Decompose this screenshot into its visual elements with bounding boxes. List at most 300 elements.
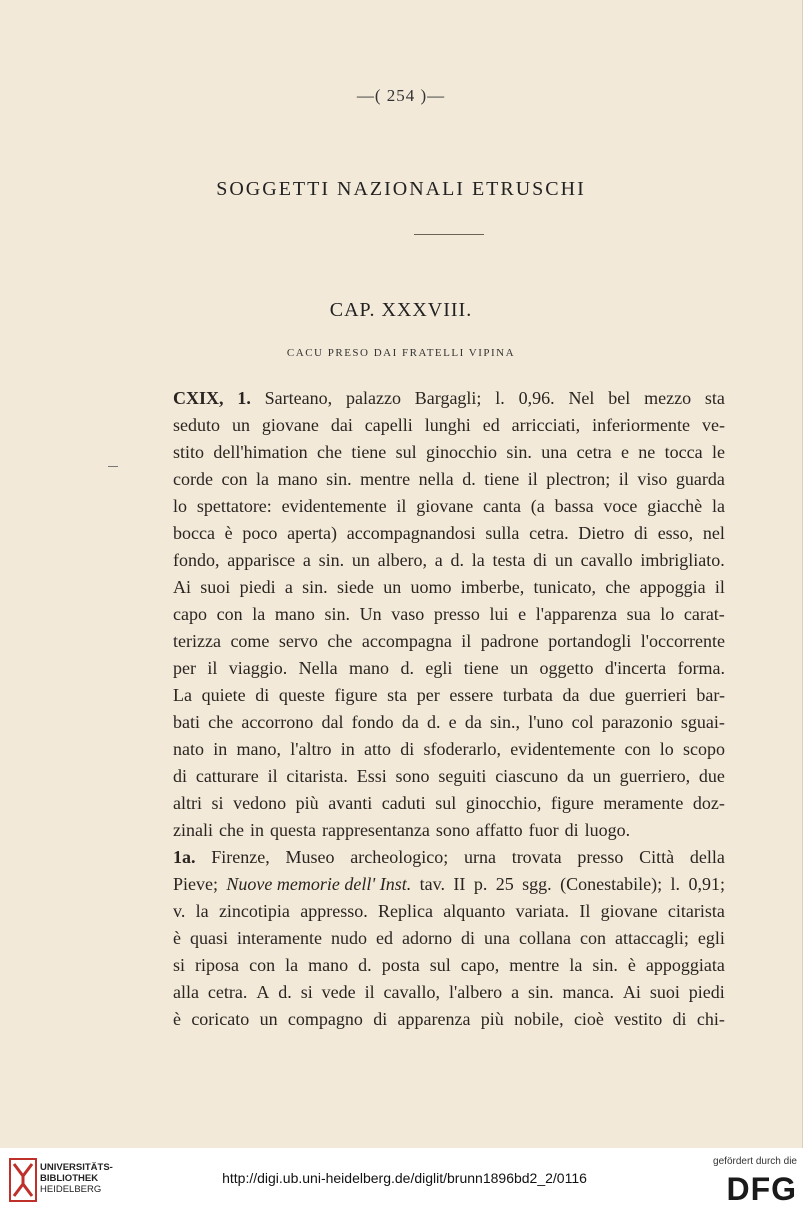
word: di	[533, 550, 548, 570]
word: mano	[274, 604, 315, 624]
word: il	[364, 982, 375, 1002]
word: della	[689, 847, 725, 867]
word: l.	[670, 874, 681, 894]
word: che	[605, 577, 631, 597]
word: mentre	[360, 469, 411, 489]
body-text	[173, 385, 725, 1033]
word: ne	[638, 442, 656, 462]
word: in	[249, 820, 264, 840]
word: II	[453, 874, 466, 894]
word: mezzo	[644, 388, 692, 408]
word: palazzo	[345, 388, 401, 408]
word: Replica	[378, 901, 433, 921]
word: A	[256, 982, 270, 1002]
word: figure	[334, 685, 378, 705]
word: (a	[530, 496, 545, 516]
word: dal	[321, 712, 344, 732]
word: ginocchio	[426, 442, 498, 462]
text-line	[173, 1006, 725, 1033]
word: e	[518, 604, 527, 624]
word: sin.	[318, 550, 345, 570]
text-line	[173, 493, 725, 520]
word: aperta)	[287, 523, 338, 543]
word: piedi	[239, 577, 276, 597]
word: cavallo	[580, 550, 633, 570]
word: la	[256, 469, 270, 489]
word: trovata	[511, 847, 562, 867]
word: catturare	[195, 766, 259, 786]
library-name-line: BIBLIOTHEK	[40, 1173, 99, 1184]
word: Museo	[285, 847, 335, 867]
word: di	[460, 928, 475, 948]
word: egli	[697, 928, 725, 948]
text-line	[173, 844, 725, 871]
word: il	[207, 658, 218, 678]
word: 0,96.	[518, 388, 555, 408]
word: si	[300, 982, 313, 1002]
word: voce	[603, 496, 638, 516]
word: ginocchio,	[465, 793, 542, 813]
word: due	[698, 766, 725, 786]
word: con	[249, 955, 276, 975]
word: guarda	[675, 469, 725, 489]
word: stito	[173, 442, 205, 462]
word: mano	[349, 658, 390, 678]
word: accompagna	[361, 631, 452, 651]
word: figure	[550, 793, 594, 813]
word: Nel	[568, 388, 595, 408]
word: quasi	[190, 928, 228, 948]
word: Ai	[173, 577, 191, 597]
word: nobile,	[514, 1009, 564, 1029]
word: Il	[579, 901, 591, 921]
word: più	[295, 793, 319, 813]
text-line	[173, 898, 725, 925]
word: un	[510, 658, 529, 678]
word: portandogli	[548, 631, 632, 651]
word: corde	[173, 469, 213, 489]
word: ed	[375, 928, 393, 948]
word: Ai	[622, 982, 641, 1002]
text-line	[173, 574, 725, 601]
word: (Conestabile);	[560, 874, 663, 894]
word: d.	[462, 469, 476, 489]
chapter-subtitle: CACU PRESO DAI FRATELLI VIPINA	[286, 347, 516, 359]
word: con	[221, 469, 248, 489]
text-line	[173, 952, 725, 979]
word: la	[195, 901, 209, 921]
word: bati	[173, 712, 200, 732]
word: adorno	[401, 928, 452, 948]
word: di	[173, 766, 188, 786]
word: con	[216, 604, 243, 624]
word: per	[173, 658, 196, 678]
word: lo	[173, 496, 188, 516]
word: scopo	[682, 739, 725, 759]
word: avanti	[328, 793, 373, 813]
word: spettatore:	[196, 496, 272, 516]
word: di	[564, 820, 579, 840]
word: Firenze,	[211, 847, 270, 867]
library-name-line: HEIDELBERG	[40, 1184, 102, 1195]
text-line	[173, 817, 725, 844]
word: tunicato,	[533, 577, 597, 597]
word: bel	[608, 388, 631, 408]
word: nudo	[330, 928, 367, 948]
text-line	[173, 439, 725, 466]
word: da	[566, 766, 584, 786]
word: uomo	[410, 577, 452, 597]
word: a	[302, 550, 311, 570]
word: l'occorrente	[640, 631, 725, 651]
text-line	[173, 547, 725, 574]
word: la	[252, 604, 266, 624]
word: alquanto	[443, 901, 506, 921]
word: turbata	[502, 685, 553, 705]
word: Città	[639, 847, 675, 867]
word: altri	[173, 793, 202, 813]
word: imbrigliato.	[640, 550, 725, 570]
word: zinali	[173, 820, 213, 840]
word: La	[173, 685, 192, 705]
word: cavallo,	[383, 982, 441, 1002]
word: guerriero,	[619, 766, 691, 786]
word: d.	[278, 982, 292, 1002]
word: l'uno	[528, 712, 564, 732]
page-number: —( 254 )—	[356, 86, 446, 105]
word: lo	[659, 739, 674, 759]
word: di	[255, 685, 270, 705]
word: dell'himation	[213, 442, 308, 462]
word: riposa	[195, 955, 240, 975]
word: sin.,	[490, 712, 521, 732]
word: plectron;	[546, 469, 611, 489]
word: a	[284, 577, 293, 597]
word: da	[464, 712, 482, 732]
word: chi-	[696, 1009, 725, 1029]
word: è	[627, 955, 636, 975]
word: giacchè	[647, 496, 703, 516]
word: cetra.	[207, 982, 248, 1002]
text-line	[173, 412, 725, 439]
word: appoggia	[639, 577, 706, 597]
word: terizza	[173, 631, 221, 651]
text-line	[173, 628, 725, 655]
word: sgg.	[522, 874, 552, 894]
word: seduto	[173, 415, 220, 435]
text-line	[173, 790, 725, 817]
word: fondo	[351, 712, 394, 732]
word: l'albero	[448, 982, 503, 1002]
word: parazonio	[601, 712, 673, 732]
word: attaccagli;	[614, 928, 689, 948]
word: caduti	[381, 793, 426, 813]
text-line	[173, 520, 725, 547]
text-line	[173, 925, 725, 952]
word: vede	[321, 982, 356, 1002]
word: tiene	[351, 442, 387, 462]
word: citarista.	[286, 766, 348, 786]
word: da	[401, 712, 419, 732]
word: accompagnandosi	[346, 523, 476, 543]
word: in	[213, 739, 228, 759]
word: sin.	[506, 442, 532, 462]
word: affatto	[475, 820, 523, 840]
text-line	[173, 466, 725, 493]
word: vedono	[233, 793, 287, 813]
word: urna	[463, 847, 496, 867]
word: alla	[173, 982, 199, 1002]
word: un	[231, 415, 250, 435]
word: presso	[577, 847, 624, 867]
word: sta	[704, 388, 725, 408]
text-line	[173, 979, 725, 1006]
word: fondo,	[173, 550, 220, 570]
word: con	[579, 928, 606, 948]
word: bocca	[173, 523, 215, 543]
word: capo	[173, 604, 207, 624]
word: tav.	[419, 874, 445, 894]
word: meramente	[603, 793, 684, 813]
word: Bargagli;	[414, 388, 482, 408]
word: esso,	[657, 523, 694, 543]
word: due	[589, 685, 616, 705]
word: dai	[330, 415, 353, 435]
word: di	[633, 523, 648, 543]
word: nel	[702, 523, 725, 543]
word: forma.	[677, 658, 725, 678]
word: il	[461, 631, 472, 651]
word: essere	[449, 685, 494, 705]
word: d.	[358, 955, 372, 975]
word: Nuove memorie dell' Inst.	[226, 874, 412, 894]
word: sin.	[324, 604, 350, 624]
word: sua	[626, 604, 651, 624]
word: apparenza	[397, 1009, 471, 1029]
word: che	[327, 631, 353, 651]
word: v.	[173, 901, 186, 921]
word: capelli	[364, 415, 413, 435]
word: tocca	[664, 442, 703, 462]
text-line	[173, 871, 725, 898]
text-line	[173, 655, 725, 682]
word: carat-	[683, 604, 725, 624]
word: sul	[435, 793, 457, 813]
word: CXIX,	[173, 388, 224, 408]
title-divider	[414, 234, 484, 235]
word: è	[224, 523, 233, 543]
footer-bar	[0, 1148, 809, 1211]
word: di	[373, 1009, 388, 1029]
word: l'altro	[290, 739, 332, 759]
word: 1a.	[173, 847, 196, 867]
word: fuor	[528, 820, 559, 840]
word: rappresentanza	[321, 820, 430, 840]
word: albero,	[377, 550, 428, 570]
word: tiene	[463, 658, 499, 678]
word: la	[569, 955, 583, 975]
word: a	[434, 550, 443, 570]
word: col	[571, 712, 594, 732]
word: tiene	[484, 469, 520, 489]
permalink-url[interactable]: http://digi.ub.uni-heidelberg.de/diglit/brunn1896bd2_2/0116	[222, 1170, 587, 1186]
word: sin.	[528, 982, 554, 1002]
word: servo	[278, 631, 318, 651]
word: una	[541, 442, 568, 462]
library-name-line: UNIVERSITÄTS-	[40, 1162, 113, 1173]
text-line	[173, 385, 725, 412]
word: seguiti	[438, 766, 487, 786]
margin-mark	[108, 466, 118, 467]
word: arricciati,	[511, 415, 581, 435]
word: di	[672, 1009, 687, 1029]
word: sguai-	[680, 712, 725, 732]
word: viaggio.	[228, 658, 288, 678]
word: cetra	[576, 442, 612, 462]
word: Pieve;	[173, 874, 218, 894]
word: luogo.	[584, 820, 631, 840]
word: il	[618, 469, 629, 489]
word: le	[711, 442, 725, 462]
word: mano	[308, 955, 349, 975]
text-line	[173, 736, 725, 763]
word: Essi	[356, 766, 387, 786]
word: sin.	[592, 955, 618, 975]
word: e	[620, 442, 629, 462]
word: un	[592, 766, 611, 786]
word: mano	[277, 469, 318, 489]
word: appoggiata	[645, 955, 725, 975]
word: vestito	[614, 1009, 663, 1029]
word: canta	[483, 496, 521, 516]
word: il	[396, 496, 407, 516]
word: viso	[637, 469, 668, 489]
word: atto	[364, 739, 392, 759]
text-line	[173, 682, 725, 709]
word: in	[340, 739, 355, 759]
word: a	[511, 982, 520, 1002]
word: come	[230, 631, 270, 651]
word: è	[173, 928, 181, 948]
word: la	[711, 496, 725, 516]
word: apparisce	[227, 550, 296, 570]
word: testa	[492, 550, 526, 570]
word: più	[480, 1009, 504, 1029]
word: inferiormente	[592, 415, 691, 435]
word: 25	[495, 874, 514, 894]
word: evidentemente	[510, 739, 616, 759]
word: suoi	[200, 577, 231, 597]
word: mano,	[236, 739, 282, 759]
section-title: SOGGETTI NAZIONALI ETRUSCHI	[216, 178, 586, 200]
word: queste	[278, 685, 325, 705]
word: presso	[433, 604, 480, 624]
word: quiete	[201, 685, 246, 705]
word: citarista	[667, 901, 725, 921]
word: è	[173, 1009, 181, 1029]
word: con	[624, 739, 651, 759]
word: e	[448, 712, 457, 732]
word: evidentemente	[281, 496, 387, 516]
word: da	[562, 685, 580, 705]
word: suoi	[649, 982, 680, 1002]
word: sin.	[302, 577, 328, 597]
word: che	[218, 820, 244, 840]
word: 0,91;	[688, 874, 725, 894]
word: piedi	[688, 982, 725, 1002]
word: sulla	[485, 523, 520, 543]
word: d.	[450, 550, 464, 570]
word: posta	[381, 955, 420, 975]
word: lui	[489, 604, 509, 624]
word: bassa	[554, 496, 594, 516]
word: collana	[518, 928, 571, 948]
word: interamente	[237, 928, 322, 948]
word: giovane	[261, 415, 319, 435]
word: compagno	[287, 1009, 363, 1029]
word: zincotipia	[218, 901, 290, 921]
word: poco	[242, 523, 278, 543]
word: sul	[395, 442, 417, 462]
word: oggetto	[539, 658, 594, 678]
word: sfoderarlo,	[423, 739, 501, 759]
word: siede	[336, 577, 374, 597]
word: archeologico;	[350, 847, 449, 867]
word: il	[714, 577, 725, 597]
chapter-heading: CAP. XXXVIII.	[329, 299, 473, 321]
word: giovane	[600, 901, 658, 921]
word: questa	[269, 820, 316, 840]
funding-caption: gefördert durch die	[713, 1156, 797, 1167]
word: egli	[425, 658, 453, 678]
word: imberbe,	[460, 577, 525, 597]
word: l.	[495, 388, 505, 408]
word: appresso.	[300, 901, 368, 921]
word: Dietro	[578, 523, 625, 543]
word: Sarteano,	[264, 388, 333, 408]
word: padrone	[480, 631, 539, 651]
word: p.	[473, 874, 488, 894]
word: giovane	[416, 496, 474, 516]
word: nato	[173, 739, 204, 759]
word: che	[208, 712, 234, 732]
word: si	[173, 955, 186, 975]
word: coricato	[191, 1009, 250, 1029]
word: la	[285, 955, 299, 975]
word: 1.	[237, 388, 251, 408]
word: l'apparenza	[535, 604, 617, 624]
word: accorrono	[241, 712, 314, 732]
word: ed	[482, 415, 500, 435]
word: doz-	[692, 793, 725, 813]
word: guerrieri	[624, 685, 687, 705]
text-line	[173, 601, 725, 628]
word: un	[259, 1009, 278, 1029]
word: vaso	[391, 604, 425, 624]
word: di	[400, 739, 415, 759]
word: manca.	[562, 982, 614, 1002]
word: un	[351, 550, 370, 570]
word: il	[267, 766, 278, 786]
word: d.	[400, 658, 414, 678]
word: sono	[435, 820, 470, 840]
dfg-logo: DFG	[726, 1171, 797, 1207]
word: un	[383, 577, 402, 597]
word: sono	[395, 766, 430, 786]
word: sin.	[326, 469, 352, 489]
text-line	[173, 709, 725, 736]
word: mentre	[509, 955, 560, 975]
